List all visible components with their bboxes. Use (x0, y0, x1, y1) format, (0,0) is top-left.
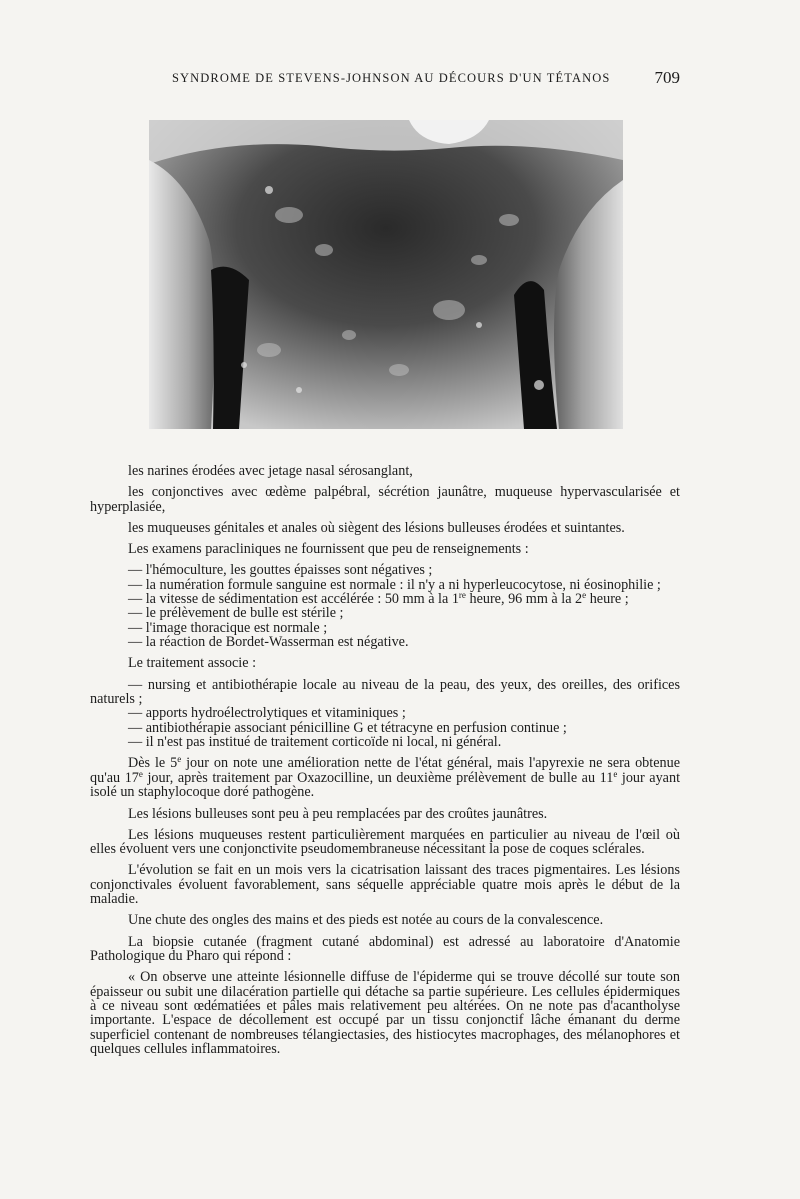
list-item (90, 706, 680, 720)
list-item (90, 592, 680, 606)
paragraph (90, 464, 680, 478)
list-item (90, 621, 680, 635)
text-run: Les examens paracliniques ne fournissent que peu de renseignements : (128, 541, 529, 558)
text-run: Une chute des ongles des mains et des pieds est notée au cours de la convalescence. (128, 912, 604, 929)
list-item (90, 735, 680, 749)
text-run: — la numération formule sanguine est normale : il n'y a ni hyperleucocytose, ni éosinophilie ; (128, 576, 661, 593)
text-run: les narines érodées avec jetage nasal sérosanglant, (128, 463, 413, 479)
paragraph (90, 521, 680, 535)
text-run: — l'image thoracique est normale ; (128, 619, 328, 636)
paragraph (90, 828, 680, 857)
running-title: SYNDROME DE STEVENS-JOHNSON AU DÉCOURS D'UN TÉTANOS (172, 71, 611, 85)
text-run: — la vitesse de sédimentation est accélérée : 50 mm à la 1 (128, 591, 459, 608)
superscript: e (177, 754, 182, 765)
superscript: re (458, 590, 466, 601)
text-run: heure ; (586, 591, 629, 608)
text-run: « On observe une atteinte lésionnelle diffuse de l'épiderme qui se trouve décollé sur toute son épaisseur ou subit une dilacération partielle qui détache sa partie supérieure. Les cellules épidermiques à ce niveau sont œdématiées et pâles mais relativement peu altérées. On ne note pas d'acantholyse importante. L'espace de décollement est occupé par un tissu conjonctif lâche émanant du derme superficiel contenant de nombreuses télangiectasies, des histiocytes macrophages, des mélanophores et quelques cellules inflammatoires. (90, 969, 680, 1058)
text-run: les conjonctives avec œdème palpébral, sécrétion jaunâtre, muqueuse hypervascularisée et hyperplasiée, (90, 484, 680, 515)
text-run: — nursing et antibiothérapie locale au niveau de la peau, des yeux, des oreilles, des orifices naturels ; (90, 676, 680, 708)
page-number: 709 (654, 68, 680, 87)
text-run: L'évolution se fait en un mois vers la cicatrisation laissant des traces pigmentaires. Les lésions conjonctivales évoluent favorablement, sans séquelle appréciable quatre mois après le début de la maladie. (90, 862, 680, 908)
list-item (90, 678, 680, 707)
text-run: Dès le 5 (128, 755, 178, 772)
text-run: heure, 96 mm à la 2 (465, 591, 583, 608)
text-run: La biopsie cutanée (fragment cutané abdominal) est adressé au laboratoire d'Anatomie Pathologique du Pharo qui répond : (90, 933, 680, 964)
text-run: jour ayant isolé un staphylocoque doré pathogène. (90, 769, 681, 801)
text-run: jour on note une amélioration nette de l'état général, mais l'apyrexie ne sera obtenue qu'au 17 (90, 755, 680, 786)
superscript: e (613, 768, 618, 779)
text-run: — il n'est pas institué de traitement corticoïde ni local, ni général. (128, 734, 502, 751)
superscript: e (582, 590, 587, 601)
text-run: Les lésions bulleuses sont peu à peu remplacées par des croûtes jaunâtres. (128, 805, 548, 822)
text-run: Les lésions muqueuses restent particulièrement marquées en particulier au niveau de l'œil où elles évoluent vers une conjonctivite pseudomembraneuse nécessitant la pose de coques sclérales. (90, 826, 680, 858)
list-item (90, 578, 680, 592)
list-item (90, 635, 680, 649)
paragraph (90, 542, 680, 556)
paragraph (90, 807, 680, 821)
text-run: les muqueuses génitales et anales où siègent des lésions bulleuses érodées et suintantes. (128, 519, 625, 536)
text-run: — apports hydroélectrolytiques et vitaminiques ; (128, 705, 406, 722)
text-run: — l'hémoculture, les gouttes épaisses sont négatives ; (128, 562, 433, 579)
paragraph (90, 485, 680, 514)
body-text (90, 464, 680, 1063)
list-item (90, 563, 680, 577)
text-run: — antibiothérapie associant pénicilline G et tétracyne en perfusion continue ; (128, 719, 567, 736)
text-run: jour, après traitement par Oxazocilline, un deuxième prélèvement de bulle au 11 (142, 769, 614, 786)
text-run: — le prélèvement de bulle est stérile ; (128, 605, 344, 622)
paragraph (90, 756, 680, 799)
paragraph (90, 863, 680, 906)
paragraph (90, 656, 680, 670)
superscript: e (138, 768, 143, 779)
list-item (90, 606, 680, 620)
text-run: Le traitement associe : (128, 655, 257, 672)
paragraph (90, 913, 680, 927)
text-run: — la réaction de Bordet-Wasserman est négative. (128, 634, 409, 651)
chest-photograph (149, 120, 623, 429)
paragraph (90, 970, 680, 1056)
list-item (90, 721, 680, 735)
paragraph (90, 935, 680, 964)
running-header (90, 68, 680, 92)
